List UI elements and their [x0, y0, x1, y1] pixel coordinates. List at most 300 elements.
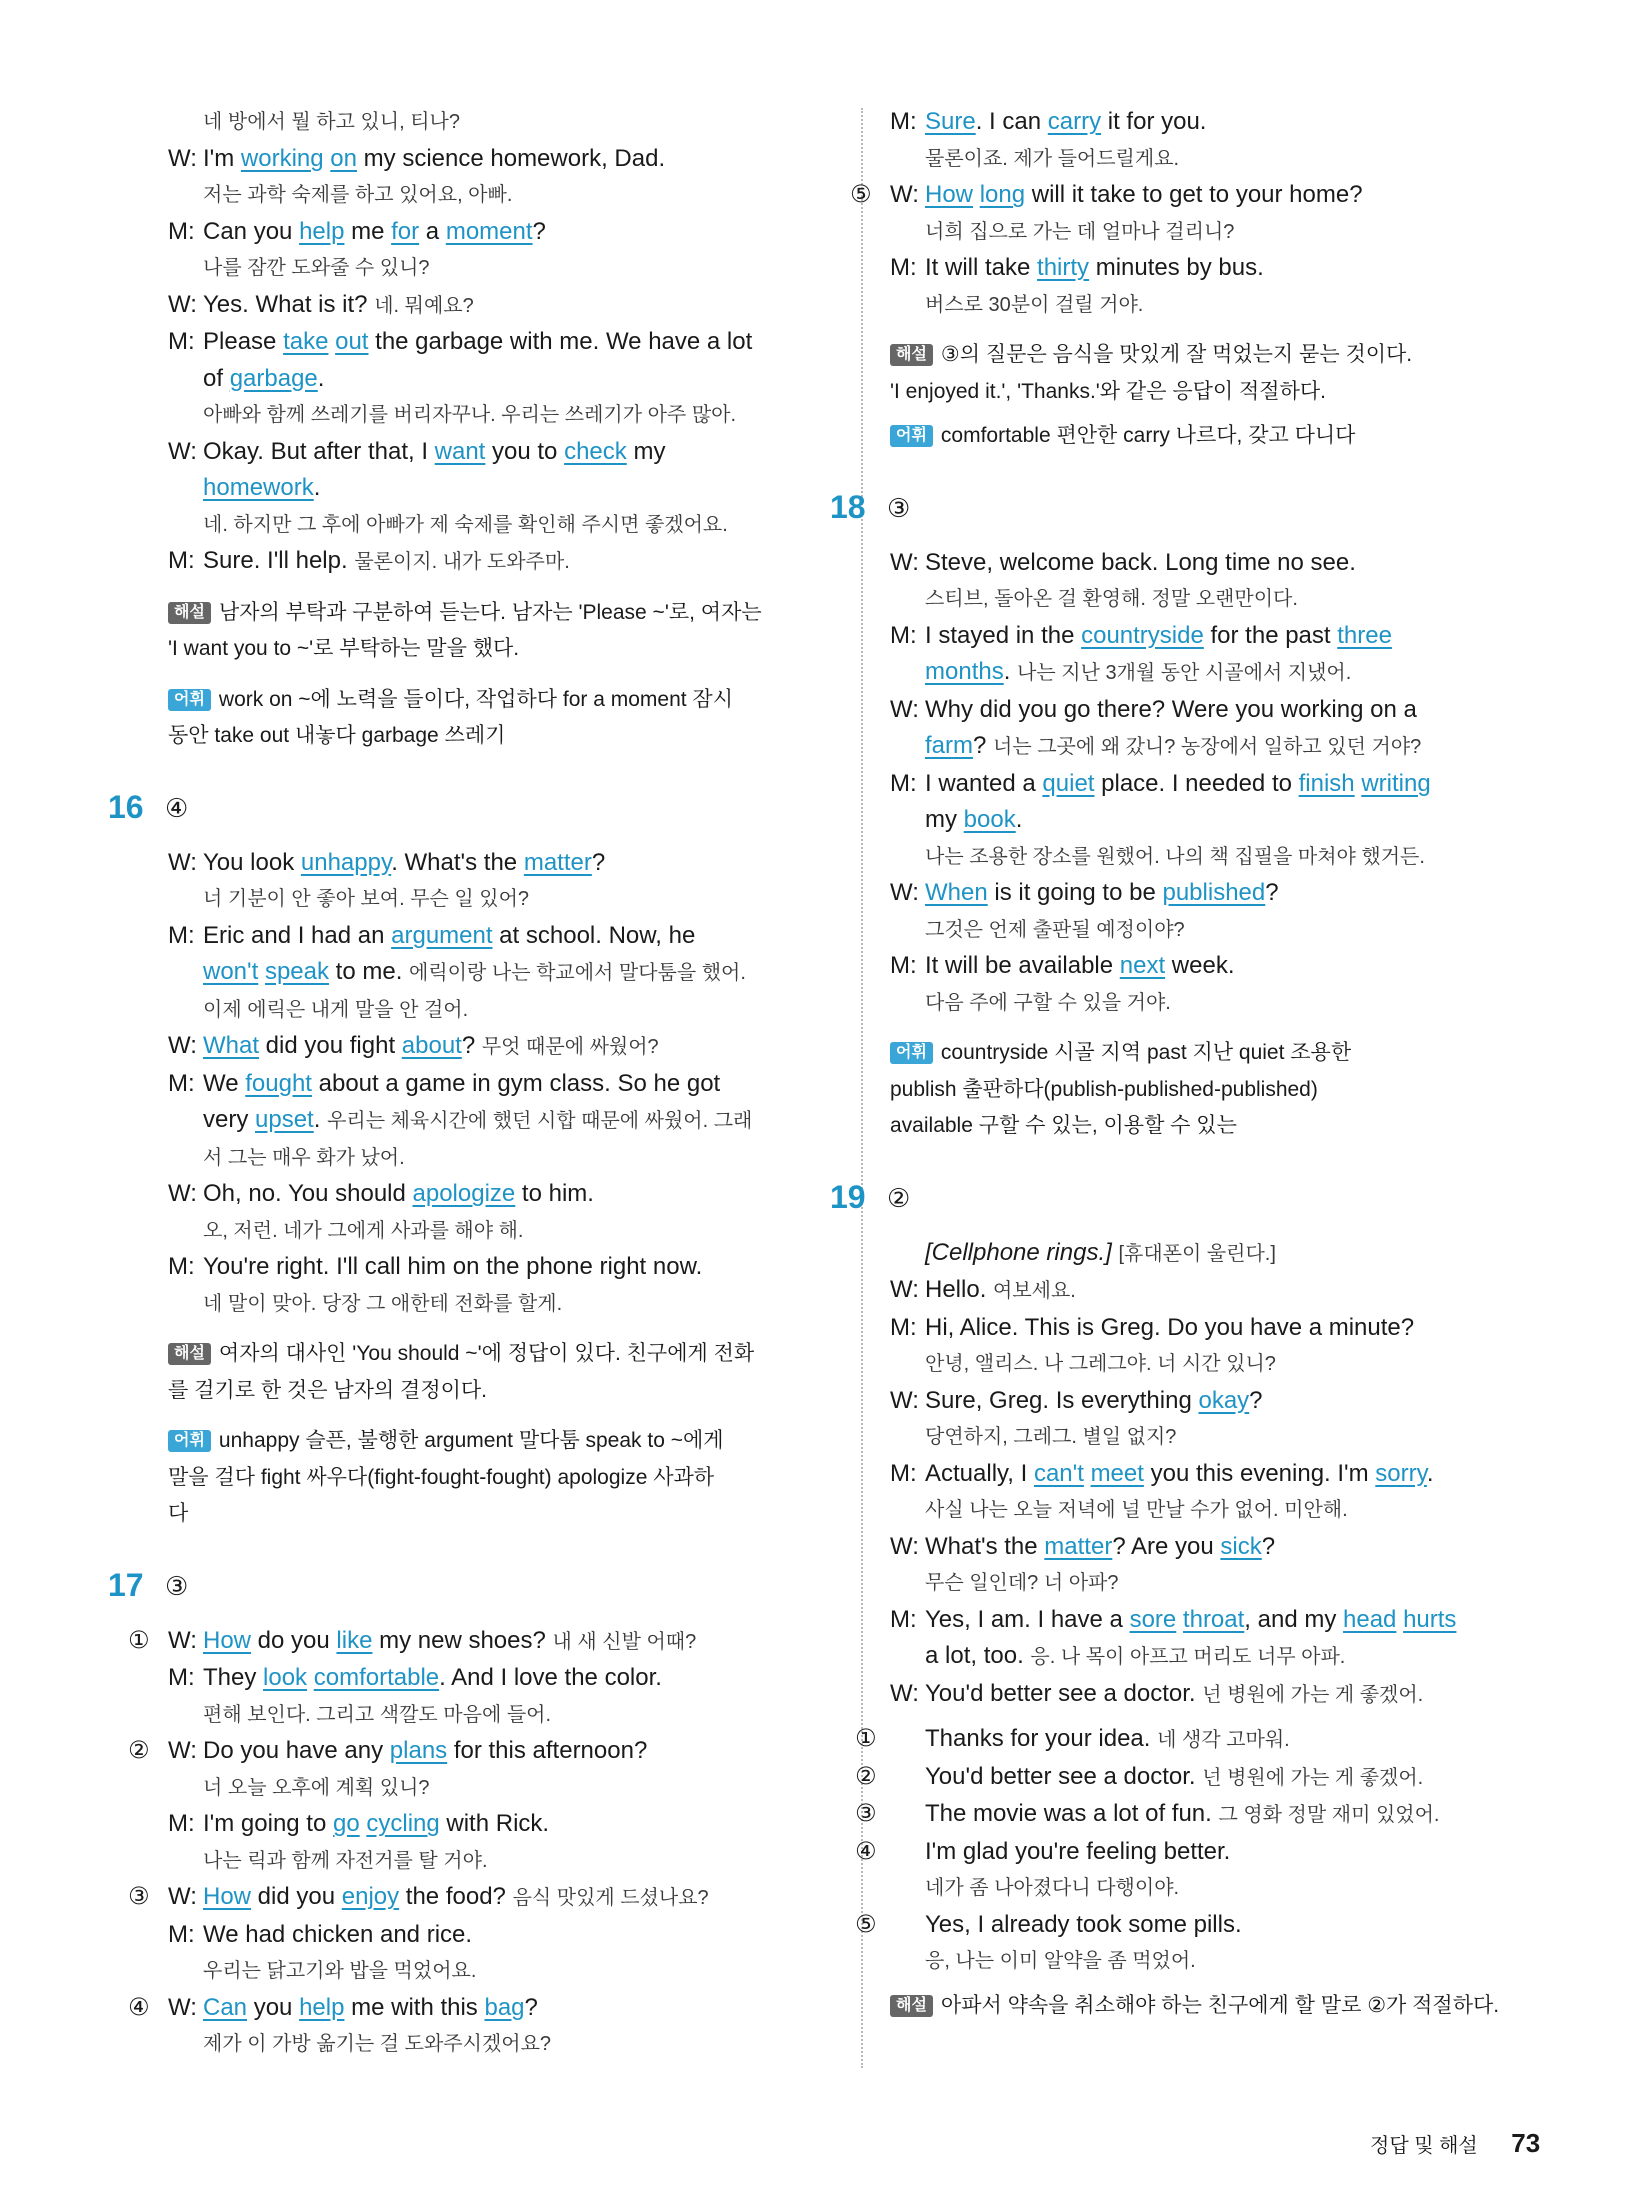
text-segment: ?: [591, 848, 606, 876]
dialogue-line: [168, 918, 848, 955]
text-segment: about a game in gym class. So he got: [311, 1069, 721, 1097]
note-line: [168, 595, 848, 632]
blank-answer: head: [1343, 1605, 1397, 1633]
text-segment: .: [1015, 806, 1023, 833]
korean-translation: 내 새 신발 어때?: [552, 1630, 697, 1653]
text-segment: Hello.: [925, 1276, 994, 1303]
note-line: [168, 631, 848, 668]
note-text: 'I enjoyed it.', 'Thanks.'와 같은 응답이 적절하다.: [890, 379, 1327, 403]
note-text: ③의 질문은 음식을 맛있게 잘 먹었는지 묻는 것이다.: [940, 343, 1413, 366]
dialogue-line: [890, 654, 1550, 692]
translation-text: 물론이죠. 제가 들어드릴게요.: [925, 147, 1180, 170]
text-segment: will it take to get to your home?: [1025, 181, 1363, 208]
speaker-label: W:: [168, 1993, 197, 2021]
dialogue-line: [168, 1176, 848, 1213]
text-segment: I'm going to: [203, 1810, 333, 1837]
speaker-label: M:: [168, 1069, 195, 1097]
blank-answer: long: [979, 181, 1026, 208]
text-segment: It will be available: [925, 952, 1120, 979]
text-segment: It will take: [925, 254, 1038, 281]
text-segment: is it going to be: [987, 879, 1163, 906]
dialogue-line: [168, 1102, 848, 1140]
speaker-label: W:: [890, 879, 919, 906]
answer-mark: ④: [165, 792, 189, 823]
note-line: [168, 1336, 848, 1373]
note-text: 다: [168, 1502, 189, 1525]
q18-vocabulary: [890, 1035, 1550, 1145]
blank-answer: enjoy: [341, 1883, 400, 1910]
blank-answer: for: [391, 217, 420, 245]
text-segment: place. I needed to: [1094, 769, 1299, 797]
text-segment: . What's the: [391, 848, 524, 876]
question-number: 17: [108, 1566, 144, 1603]
translation-text: 응, 나는 이미 알약을 좀 먹었어.: [925, 1950, 1196, 1972]
translation-text: 그것은 언제 출판될 예정이야?: [925, 918, 1185, 941]
text-segment: [307, 1664, 314, 1691]
note-line: [890, 337, 1550, 374]
korean-translation: 네 생각 고마워.: [1157, 1729, 1290, 1751]
note-line: [168, 1496, 848, 1533]
dialogue-line: [168, 1806, 848, 1843]
korean-translation: 무엇 때문에 싸웠어?: [481, 1036, 659, 1058]
speaker-label: M:: [890, 1459, 917, 1487]
q19-explanation: [890, 1988, 1550, 2025]
note-line: [890, 1108, 1550, 1145]
text-segment: [258, 958, 265, 985]
korean-translation: [168, 1140, 848, 1177]
blank-answer: hurts: [1403, 1605, 1457, 1633]
answer-option: [855, 1907, 1550, 1944]
dialogue-line: [168, 845, 848, 882]
text-segment: Why did you go there? Were you working on a: [925, 695, 1417, 723]
blank-answer: help: [299, 1993, 345, 2021]
question-number: 18: [830, 488, 866, 525]
text-segment: do you: [251, 1626, 337, 1654]
speaker-label: W:: [168, 1032, 197, 1059]
speaker-label: M:: [890, 108, 917, 135]
note-text: 동안 take out 내놓다 garbage 쓰레기: [168, 724, 506, 747]
speaker-label: M:: [890, 952, 917, 979]
korean-translation: 너는 그곳에 왜 갔니? 농장에서 일하고 있던 거야?: [993, 736, 1422, 758]
text-segment: We had chicken and rice.: [203, 1920, 473, 1948]
text-segment: Do you have any: [203, 1737, 390, 1764]
note-line: [890, 374, 1550, 411]
speaker-label: M:: [168, 1664, 195, 1691]
dialogue-line: [168, 543, 848, 581]
dialogue-line: [168, 141, 848, 178]
translation-text: 아빠와 함께 쓰레기를 버리자꾸나. 우리는 쓰레기가 아주 많아.: [203, 404, 737, 426]
text-segment: at school. Now, he: [492, 921, 696, 949]
blank-answer: won't: [203, 958, 259, 985]
korean-translation: 물론이지. 내가 도와주마.: [354, 551, 570, 573]
dialogue-line: [890, 692, 1550, 729]
speaker-label: M:: [890, 769, 917, 797]
translation-text: 제가 이 가방 옮기는 걸 도와주시겠어요?: [203, 2033, 552, 2055]
blank-answer: months: [925, 658, 1004, 685]
translation-text: 너 기분이 안 좋아 보여. 무슨 일 있어?: [203, 888, 530, 910]
translation-text: 너 오늘 오후에 계획 있니?: [203, 1776, 430, 1799]
blank-answer: sore: [1129, 1605, 1177, 1633]
blank-answer: speak: [264, 958, 329, 985]
speaker-label: W:: [168, 1180, 197, 1207]
note-line: [890, 1035, 1550, 1072]
answer-option: [855, 1834, 1550, 1871]
blank-answer: argument: [391, 921, 493, 949]
korean-translation: [168, 2026, 848, 2063]
text-segment: very: [203, 1106, 256, 1133]
dialogue-line: [168, 1028, 848, 1066]
text-segment: did you: [251, 1883, 342, 1910]
korean-translation: [890, 839, 1550, 876]
korean-translation: 우리는 체육시간에 했던 시합 때문에 싸웠어. 그래: [327, 1110, 753, 1132]
translation-text: 너희 집으로 가는 데 얼마나 걸리니?: [925, 220, 1235, 243]
dialogue-line: [890, 104, 1550, 141]
korean-translation: [168, 507, 848, 544]
q17-dialogue: [128, 1623, 848, 2063]
korean-translation: [890, 214, 1550, 251]
q16-explanation: [168, 1336, 848, 1409]
blank-answer: meet: [1090, 1459, 1144, 1487]
korean-translation: [168, 104, 848, 141]
blank-answer: quiet: [1042, 769, 1095, 797]
choice-number: ③: [855, 1800, 877, 1827]
speaker-label: W:: [890, 695, 919, 723]
blank-answer: countryside: [1081, 621, 1204, 649]
text-segment: Hi, Alice. This is Greg. Do you have a minute?: [925, 1313, 1415, 1341]
translation-text: 네. 하지만 그 후에 아빠가 제 숙제를 확인해 주시면 좋겠어요.: [203, 513, 728, 536]
blank-answer: plans: [389, 1737, 448, 1764]
dialogue-line: [168, 361, 848, 398]
dialogue-line: [128, 1879, 848, 1917]
blank-answer: three: [1337, 621, 1392, 649]
text-segment: [1176, 1606, 1183, 1633]
blank-answer: homework: [203, 474, 314, 501]
text-segment: Yes, I already took some pills.: [925, 1910, 1242, 1938]
dialogue-line: [890, 1272, 1550, 1310]
blank-answer: thirty: [1037, 254, 1090, 281]
choice-number: ①: [128, 1626, 150, 1654]
speaker-label: W:: [168, 1626, 197, 1654]
blank-answer: How: [203, 1883, 252, 1910]
korean-translation: [890, 287, 1550, 324]
korean-translation: [890, 1565, 1550, 1602]
text-segment: for the past: [1203, 621, 1338, 649]
korean-translation: [890, 1943, 1550, 1980]
q17-dialogue-continued: [850, 104, 1550, 323]
left-column: [108, 104, 848, 2063]
blank-answer: check: [564, 437, 627, 465]
blank-answer: book: [963, 806, 1016, 833]
blank-answer: help: [299, 217, 345, 245]
korean-translation: [890, 1492, 1550, 1529]
speaker-label: W:: [168, 1737, 197, 1764]
note-text: 여자의 대사인 'You should ~'에 정답이 있다. 친구에게 전화: [218, 1342, 755, 1365]
speaker-label: M:: [890, 1605, 917, 1633]
text-segment: You're right. I'll call him on the phone right now.: [203, 1253, 703, 1280]
blank-answer: moment: [445, 217, 533, 245]
note-text: 'I want you to ~'로 부탁하는 말을 했다.: [168, 637, 520, 660]
blank-answer: look: [263, 1664, 308, 1691]
dialogue-line: [128, 1990, 848, 2027]
text-segment: I wanted a: [925, 769, 1043, 797]
blank-answer: comfortable: [313, 1664, 440, 1691]
korean-translation: 네. 뭐예요?: [374, 294, 474, 317]
text-segment: ?: [973, 732, 994, 759]
translation-text: 무슨 일인데? 너 아파?: [925, 1572, 1119, 1594]
note-text: 아파서 약속을 취소해야 하는 친구에게 할 말로 ②가 적절하다.: [940, 1993, 1500, 2017]
text-segment: it for you.: [1101, 108, 1207, 135]
text-segment: Can you: [203, 217, 300, 245]
text-segment: Thanks for your idea.: [925, 1725, 1158, 1752]
blank-answer: working: [240, 144, 324, 172]
text-segment: ?: [524, 1993, 538, 2021]
text-segment: week.: [1165, 952, 1235, 979]
speaker-label: W:: [890, 548, 919, 576]
text-segment: What's the: [925, 1532, 1045, 1560]
question-number: 19: [830, 1178, 866, 1215]
text-segment: Oh, no. You should: [203, 1180, 413, 1207]
korean-translation: [168, 881, 848, 918]
translation-text: 다음 주에 구할 수 있을 거야.: [925, 991, 1171, 1014]
q19-header: [830, 1171, 1550, 1231]
note-text: countryside 시골 지역 past 지난 quiet 조용한: [940, 1041, 1352, 1064]
text-segment: You'd better see a doctor.: [925, 1762, 1203, 1790]
korean-translation: [890, 912, 1550, 949]
speaker-label: W:: [168, 1883, 197, 1910]
explanation-badge: 해설: [890, 1995, 933, 2017]
speaker-label: W:: [168, 437, 197, 465]
text-segment: .: [1003, 658, 1018, 685]
text-segment: of: [203, 364, 230, 392]
vocabulary-badge: 어휘: [168, 689, 211, 711]
blank-answer: out: [335, 328, 369, 355]
dialogue-line: [890, 948, 1550, 985]
korean-translation: 음식 맛있게 드셨나요?: [512, 1887, 709, 1909]
note-line: [890, 418, 1550, 455]
korean-translation: [168, 1953, 848, 1990]
explanation-badge: 해설: [168, 1343, 211, 1365]
translation-text: 네 말이 맞아. 당장 그 애한테 전화를 할게.: [203, 1292, 563, 1315]
answer-option: [855, 1759, 1550, 1797]
translation-text: 버스로 30분이 걸릴 거야.: [925, 293, 1144, 316]
text-segment: [973, 181, 980, 208]
text-segment: .: [317, 364, 325, 392]
q17-explanation: [890, 337, 1550, 410]
korean-translation: [168, 1213, 848, 1250]
blank-answer: Sure: [925, 108, 976, 135]
note-text: unhappy 슬픈, 불행한 argument 말다툼 speak to ~에게: [218, 1429, 724, 1452]
translation-text: 오, 저런. 네가 그에게 사과를 해야 해.: [203, 1219, 524, 1242]
dialogue-line: [890, 728, 1550, 766]
korean-translation: 에릭이랑 나는 학교에서 말다툼을 했어.: [409, 962, 746, 984]
q18-dialogue: [890, 545, 1550, 1022]
korean-translation: [890, 1870, 1550, 1907]
speaker-label: W:: [168, 848, 197, 876]
note-text: 를 걸기로 한 것은 남자의 결정이다.: [168, 1378, 488, 1402]
dialogue-line: [890, 1602, 1550, 1639]
blank-answer: farm: [925, 732, 973, 759]
dialogue-line: [890, 1235, 1550, 1273]
explanation-badge: 해설: [890, 344, 933, 366]
blank-answer: throat: [1182, 1605, 1245, 1633]
text-segment: you to: [485, 437, 565, 465]
speaker-label: M:: [168, 1810, 195, 1837]
text-segment: you: [247, 1993, 300, 2021]
q17-header: [108, 1559, 848, 1619]
note-text: work on ~에 노력을 들이다, 작업하다 for a moment 잠시: [218, 687, 733, 711]
blank-answer: bag: [484, 1993, 525, 2021]
answer-mark: ③: [887, 492, 911, 523]
q18-header: [830, 481, 1550, 541]
translation-text: 네가 좀 나아졌다니 다행이야.: [925, 1877, 1180, 1899]
translation-text: 나는 조용한 장소를 원했어. 나의 책 집필을 마쳐야 했거든.: [925, 845, 1425, 868]
blank-answer: apologize: [412, 1180, 516, 1207]
text-segment: the garbage with me. We have a lot: [368, 328, 753, 355]
text-segment: me with this: [344, 1993, 485, 2021]
korean-translation: 응. 나 목이 아프고 머리도 너무 아파.: [1030, 1646, 1346, 1668]
dialogue-line: [168, 954, 848, 992]
vocabulary-badge: 어휘: [168, 1430, 211, 1452]
choice-number: ⑤: [855, 1910, 877, 1938]
dialogue-line: [890, 766, 1550, 803]
text-segment: Eric and I had an: [203, 921, 392, 949]
korean-translation: [168, 177, 848, 214]
note-line: [168, 718, 848, 755]
text-segment: .: [313, 1106, 328, 1133]
text-segment: , and my: [1244, 1605, 1344, 1633]
translation-text: 저는 과학 숙제를 하고 있어요, 아빠.: [203, 184, 513, 206]
dialogue-line: [890, 618, 1550, 655]
blank-answer: finish: [1298, 769, 1355, 797]
page-footer: [1370, 2128, 1540, 2159]
text-segment: to him.: [515, 1180, 594, 1207]
dialogue-line: [890, 1310, 1550, 1347]
note-text: 말을 걸다 fight 싸우다(fight-fought-fought) apologize 사과하: [168, 1465, 715, 1489]
blank-answer: want: [434, 437, 486, 465]
korean-translation: [890, 141, 1550, 178]
dialogue-line: [890, 545, 1550, 582]
q15-explanation: [168, 595, 848, 668]
text-segment: [1084, 1460, 1091, 1487]
text-segment: [Cellphone rings.]: [925, 1238, 1112, 1266]
blank-answer: cycling: [366, 1810, 440, 1837]
speaker-label: M:: [168, 921, 195, 949]
choice-number: ④: [128, 1993, 150, 2021]
dialogue-line: [168, 1660, 848, 1697]
q16-dialogue: [168, 845, 848, 1323]
dialogue-line: [890, 1676, 1550, 1714]
translation-text: 서 그는 매우 화가 났어.: [203, 1146, 405, 1169]
choice-number: ③: [128, 1883, 150, 1910]
korean-translation: [168, 1770, 848, 1807]
text-segment: I'm glad you're feeling better.: [925, 1837, 1231, 1865]
blank-answer: take: [283, 328, 329, 355]
blank-answer: When: [925, 879, 988, 906]
dialogue-line: [168, 434, 848, 471]
dialogue-line: [890, 1383, 1550, 1420]
note-text: available 구할 수 있는, 이용할 수 있는: [890, 1114, 1237, 1137]
text-segment: ?: [1261, 1532, 1276, 1560]
dialogue-line: [168, 1066, 848, 1103]
speaker-label: M:: [168, 547, 195, 574]
text-segment: ?: [1265, 879, 1279, 906]
page-number: 73: [1511, 2128, 1541, 2158]
dialogue-line: [168, 1249, 848, 1286]
text-segment: Yes, I am. I have a: [925, 1605, 1130, 1633]
note-line: [168, 682, 848, 719]
korean-translation: 그 영화 정말 재미 있었어.: [1218, 1804, 1440, 1826]
dialogue-line: [890, 1456, 1550, 1493]
speaker-label: W:: [168, 290, 197, 318]
blank-answer: go: [332, 1810, 360, 1837]
translation-text: 스티브, 돌아온 걸 환영해. 정말 오랜만이다.: [925, 588, 1298, 610]
choice-number: ②: [855, 1762, 877, 1790]
explanation-badge: 해설: [168, 602, 211, 624]
dialogue-line: [168, 324, 848, 361]
note-text: publish 출판하다(publish-published-published): [890, 1077, 1318, 1101]
text-segment: to me.: [329, 958, 410, 985]
blank-answer: What: [203, 1032, 260, 1059]
text-segment: I'm: [203, 144, 241, 172]
blank-answer: on: [330, 144, 357, 172]
dialogue-line: [890, 250, 1550, 287]
korean-translation: [890, 985, 1550, 1022]
note-line: [168, 1373, 848, 1410]
vocabulary-badge: 어휘: [890, 1042, 933, 1064]
text-segment: The movie was a lot of fun.: [925, 1800, 1219, 1827]
blank-answer: How: [925, 181, 974, 208]
speaker-label: W:: [890, 1276, 919, 1303]
q15-dialogue: [168, 104, 848, 581]
blank-answer: can't: [1033, 1459, 1084, 1487]
speaker-label: M:: [890, 621, 917, 649]
text-segment: did you fight: [259, 1032, 402, 1059]
korean-translation: [890, 1419, 1550, 1456]
text-segment: Sure. I'll help.: [203, 547, 355, 574]
blank-answer: upset: [255, 1106, 314, 1133]
text-segment: with Rick.: [439, 1810, 550, 1837]
text-segment: you this evening. I'm: [1143, 1459, 1376, 1487]
speaker-label: M:: [168, 1253, 195, 1280]
text-segment: Yes. What is it?: [203, 290, 375, 318]
speaker-label: W:: [168, 144, 197, 172]
choice-number: ②: [128, 1737, 150, 1764]
text-segment: a lot, too.: [925, 1642, 1031, 1669]
q16-header: [108, 781, 848, 841]
right-column: [830, 104, 1550, 2024]
text-segment: You look: [203, 848, 301, 876]
text-segment: Steve, welcome back. Long time no see.: [925, 548, 1356, 576]
dialogue-line: [890, 802, 1550, 839]
q15-vocabulary: [168, 682, 848, 755]
blank-answer: sick: [1220, 1532, 1262, 1560]
blank-answer: fought: [245, 1069, 312, 1097]
blank-answer: How: [203, 1626, 252, 1654]
text-segment: ?: [532, 217, 546, 245]
blank-answer: matter: [523, 848, 592, 876]
dialogue-line: [168, 214, 848, 251]
speaker-label: M:: [168, 217, 195, 245]
translation-text: 네 방에서 뭘 하고 있니, 티나?: [203, 111, 460, 133]
text-segment: minutes by bus.: [1089, 254, 1264, 281]
text-segment: ?: [1249, 1386, 1263, 1414]
korean-translation: [890, 581, 1550, 618]
question-number: 16: [108, 788, 144, 825]
text-segment: I stayed in the: [925, 621, 1082, 649]
note-text: 남자의 부탁과 구분하여 듣는다. 남자는 'Please ~'로, 여자는: [218, 600, 762, 624]
text-segment: my: [925, 806, 964, 833]
choice-number: ④: [855, 1837, 877, 1865]
